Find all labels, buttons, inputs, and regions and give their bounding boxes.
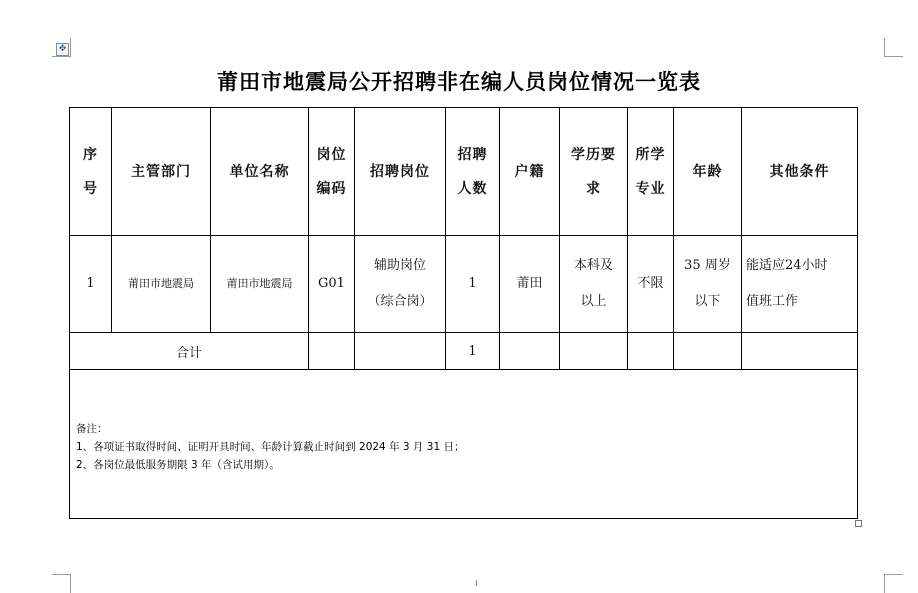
total-empty-cell: [560, 333, 628, 370]
cell-hukou: 莆田: [500, 236, 560, 333]
header-index: 序 号: [70, 108, 112, 236]
total-empty-cell: [500, 333, 560, 370]
table-move-handle-icon[interactable]: ✥: [56, 43, 69, 56]
header-code: 岗位 编码: [309, 108, 355, 236]
total-row: [70, 333, 858, 370]
total-empty-cell: [309, 333, 355, 370]
cell-unit: 莆田市地震局: [211, 236, 309, 333]
total-empty-cell: [674, 333, 742, 370]
page-break-mark: [476, 580, 480, 586]
total-count: 1: [446, 333, 500, 370]
cell-other: 能适应24小时 值班工作: [742, 236, 858, 333]
cell-count: 1: [446, 236, 500, 333]
header-other: 其他条件: [742, 108, 858, 236]
notes-item: 1、各项证书取得时间、证明开具时间、年龄计算截止时间到 2024 年 3 月 31 日；: [76, 441, 465, 453]
notes-item: 2、各岗位最低服务期限 3 年（含试用期）。: [76, 459, 280, 471]
header-edu: 学历要 求: [560, 108, 628, 236]
cell-post: 辅助岗位 （综合岗）: [355, 236, 446, 333]
table-resize-handle-icon[interactable]: [855, 520, 862, 527]
header-major: 所学 专业: [628, 108, 674, 236]
header-unit: 单位名称: [211, 108, 309, 236]
total-empty-cell: [628, 333, 674, 370]
header-age: 年龄: [674, 108, 742, 236]
header-hukou: 户籍: [500, 108, 560, 236]
cell-index: 1: [70, 236, 112, 333]
notes-row: [70, 370, 858, 519]
table-header-row: [70, 108, 858, 236]
cell-age: 35 周岁 以下: [674, 236, 742, 333]
cell-major: 不限: [628, 236, 674, 333]
notes-cell: [70, 370, 858, 519]
page-corner-mark-bottom-right: [884, 574, 903, 593]
total-empty-cell: [742, 333, 858, 370]
total-empty-cell: [355, 333, 446, 370]
notes-heading: 备注：: [76, 423, 108, 435]
total-label: 合计: [70, 333, 309, 370]
header-post: 招聘岗位: [355, 108, 446, 236]
positions-table: [69, 107, 858, 519]
page-corner-mark-top-right: [884, 38, 903, 57]
header-dept: 主管部门: [112, 108, 211, 236]
cell-code: G01: [309, 236, 355, 333]
page-title: 莆田市地震局公开招聘非在编人员岗位情况一览表: [217, 69, 701, 94]
notes-block: [76, 370, 851, 474]
page-corner-mark-bottom-left: [52, 574, 71, 593]
cell-edu: 本科及 以上: [560, 236, 628, 333]
cell-dept: 莆田市地震局: [112, 236, 211, 333]
table-row: [70, 236, 858, 333]
header-count: 招聘 人数: [446, 108, 500, 236]
